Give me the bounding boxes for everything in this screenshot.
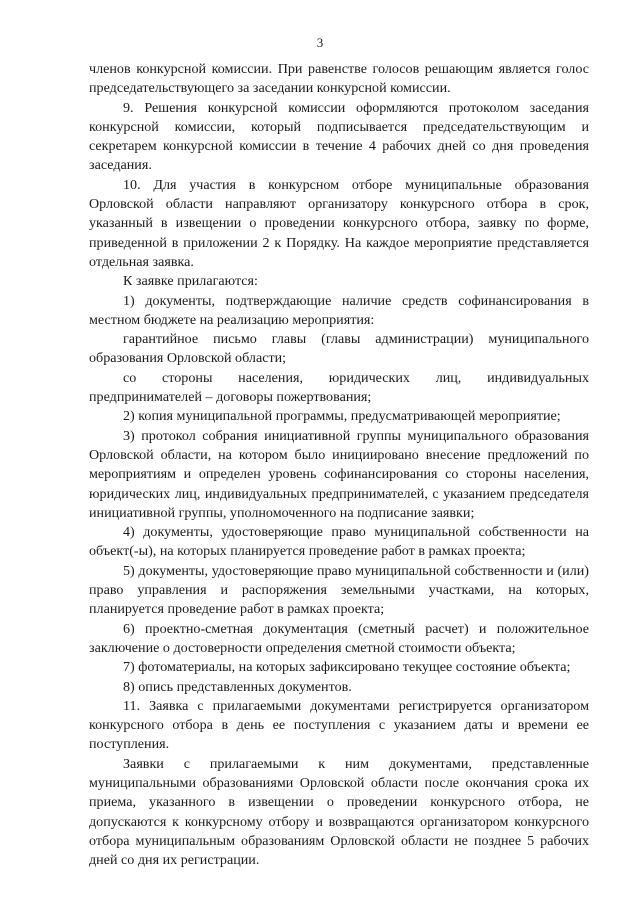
paragraph-clause-10: 10. Для участия в конкурсном отборе муниципальные образования Орловской области направляют организатору конкурсного отбора в срок, указанный в извещении о проведении конкурсного отбора, заявку по форме, приведенной в приложении 2 к Порядку. На каждое мероприятие представляется отдельная заявка.	[89, 176, 589, 270]
list-item-6: 6) проектно-сметная документация (сметный расчет) и положительное заключение о достоверности определения сметной стоимости объекта;	[89, 620, 589, 656]
list-item-7: 7) фотоматериалы, на которых зафиксировано текущее состояние объекта;	[123, 659, 571, 676]
list-item-3: 3) протокол собрания инициативной группы муниципального образования Орловской области, на котором было инициировано внесение предложений по мероприятиям и определен уровень софинансирования со стороны населения, юридических лиц, индивидуальных предпринимателей, с указанием председателя инициативной группы, уполномоченного на подписание заявки;	[89, 427, 589, 521]
paragraph-clause-9: 9. Решения конкурсной комиссии оформляются протоколом заседания конкурсной комиссии, который подписывается председательствующим и секретарем конкурсной комиссии в течение 4 рабочих дней со дня проведения заседания.	[89, 99, 589, 174]
paragraph-continuation: членов конкурсной комиссии. При равенстве голосов решающим является голос председательствующего за заседании конкурсной комиссии.	[89, 61, 589, 97]
list-item-5: 5) документы, удостоверяющие право муниципальной собственности и (или) право управления и распоряжения земельными участками, на которых, планируется проведение работ в рамках проекта;	[89, 562, 589, 618]
paragraph-late-applications: Заявки с прилагаемыми к ним документами, представленные муниципальными образованиями Орловской области после окончания срока их приема, указанного в извещении о проведении конкурсного отбора, не допускаются к конкурсному отбору и возвращаются организатором конкурсного отбора муниципальным образованиям Орловской области не позднее 5 рабочих дней со дня их регистрации.	[89, 755, 589, 869]
list-item-8: 8) опись представленных документов.	[123, 678, 352, 695]
list-item-1: 1) документы, подтверждающие наличие средств софинансирования в местном бюджете на реализацию мероприятия:	[89, 292, 589, 328]
list-item-4: 4) документы, удостоверяющие право муниципальной собственности на объект(-ы), на которых планируется проведение работ в рамках проекта;	[89, 524, 589, 560]
paragraph-clause-11: 11. Заявка с прилагаемыми документами регистрируется организатором конкурсного отбора в день ее поступления с указанием даты и времени ее поступления.	[89, 697, 589, 753]
document-body	[89, 60, 589, 870]
page-number: 3	[316, 35, 324, 50]
paragraph-attachments-heading: К заявке прилагаются:	[123, 273, 258, 290]
list-item-2: 2) копия муниципальной программы, предусматривающей мероприятие;	[123, 408, 561, 425]
list-item-1-donation-contracts: со стороны населения, юридических лиц, индивидуальных предпринимателей – договоры пожертвования;	[89, 369, 589, 406]
list-item-1-guarantee-letter: гарантийное письмо главы (главы администрации) муниципального образования Орловской области;	[89, 331, 589, 367]
